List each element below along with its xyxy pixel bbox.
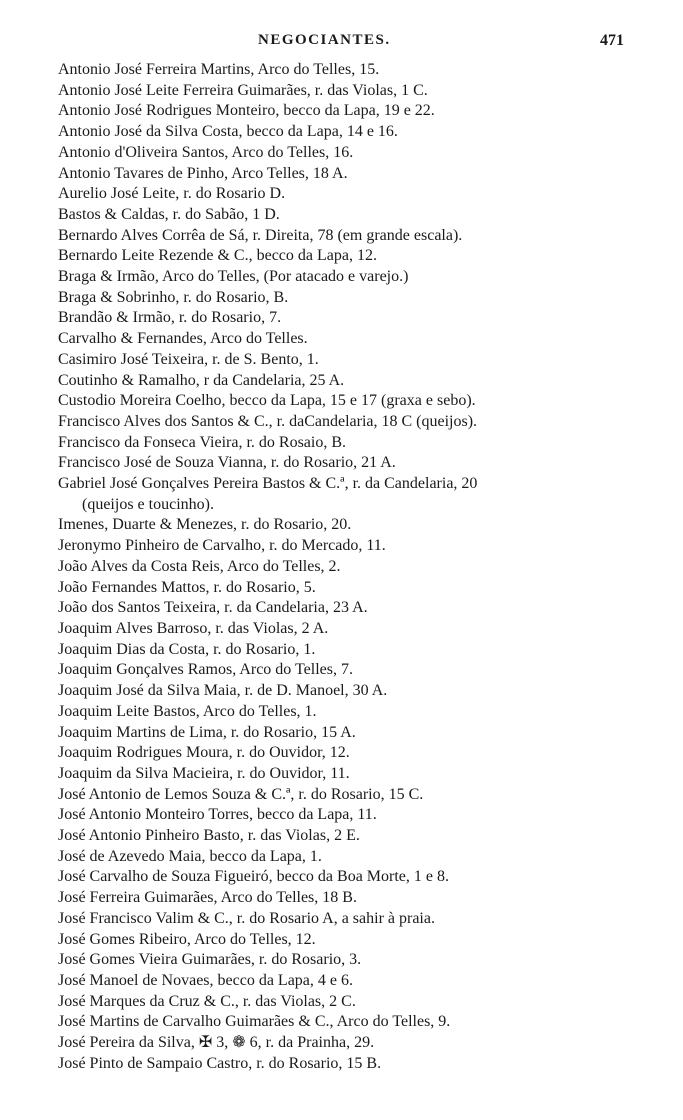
merchant-entry: Antonio José Rodrigues Monteiro, becco da Lapa, 19 e 22. [58, 102, 435, 120]
merchant-entry: Bastos & Caldas, r. do Sabão, 1 D. [58, 205, 280, 223]
merchant-entry: Brandão & Irmão, r. do Rosario, 7. [58, 309, 282, 327]
merchant-entry: Carvalho & Fernandes, Arco do Telles. [58, 330, 308, 348]
merchant-entry: Joaquim José da Silva Maia, r. de D. Manoel, 30 A. [58, 682, 388, 700]
merchant-entry: José Marques da Cruz & C., r. das Violas, 2 C. [58, 992, 356, 1010]
merchant-entry: Francisco da Fonseca Vieira, r. do Rosaio, B. [58, 433, 347, 451]
merchant-entry: Joaquim Rodrigues Moura, r. do Ouvidor, 12. [58, 744, 350, 762]
merchant-entry: João Alves da Costa Reis, Arco do Telles, 2. [58, 557, 341, 575]
merchant-entry: Francisco José de Souza Vianna, r. do Rosario, 21 A. [58, 454, 396, 472]
merchant-entry: Braga & Sobrinho, r. do Rosario, B. [58, 288, 289, 306]
page-header [0, 32, 683, 56]
merchant-entry: Francisco Alves dos Santos & C., r. daCandelaria, 18 C (queijos). [58, 412, 478, 430]
merchant-entry: Imenes, Duarte & Menezes, r. do Rosario, 20. [58, 516, 352, 534]
merchant-entry: Antonio d'Oliveira Santos, Arco do Telles, 16. [58, 143, 354, 161]
merchant-entry: José Martins de Carvalho Guimarães & C., Arco do Telles, 9. [58, 1013, 451, 1031]
merchant-entry: Coutinho & Ramalho, r da Candelaria, 25 A. [58, 371, 345, 389]
merchant-entry: Jeronymo Pinheiro de Carvalho, r. do Mercado, 11. [58, 537, 386, 555]
merchant-entry: Gabriel José Gonçalves Pereira Bastos & C.ª, r. da Candelaria, 20 [58, 475, 478, 493]
merchant-entry: José de Azevedo Maia, becco da Lapa, 1. [58, 847, 322, 865]
merchant-entry: Joaquim Alves Barroso, r. das Violas, 2 A. [58, 619, 329, 637]
merchant-entry: José Pinto de Sampaio Castro, r. do Rosario, 15 B. [58, 1054, 382, 1072]
merchant-entry: José Manoel de Novaes, becco da Lapa, 4 e 6. [58, 971, 353, 989]
merchant-list [58, 60, 668, 1074]
merchant-entry: Bernardo Alves Corrêa de Sá, r. Direita, 78 (em grande escala). [58, 226, 463, 244]
merchant-entry: José Antonio Pinheiro Basto, r. das Violas, 2 E. [58, 827, 360, 845]
merchant-entry: José Antonio de Lemos Souza & C.ª, r. do Rosario, 15 C. [58, 785, 424, 803]
merchant-entry: José Ferreira Guimarães, Arco do Telles, 18 B. [58, 889, 357, 907]
merchant-entry: José Antonio Monteiro Torres, becco da Lapa, 11. [58, 806, 377, 824]
merchant-entry: Braga & Irmão, Arco do Telles, (Por atacado e varejo.) [58, 268, 409, 286]
merchant-entry: José Pereira da Silva, ✠ 3, ❁ 6, r. da Prainha, 29. [58, 1034, 375, 1052]
merchant-entry: Joaquim Dias da Costa, r. do Rosario, 1. [58, 640, 316, 658]
merchant-entry: Custodio Moreira Coelho, becco da Lapa, 15 e 17 (graxa e sebo). [58, 392, 476, 410]
merchant-entry: Antonio José Leite Ferreira Guimarães, r. das Violas, 1 C. [58, 81, 428, 99]
merchant-entry: Joaquim Martins de Lima, r. do Rosario, 15 A. [58, 723, 356, 741]
merchant-entry: José Gomes Ribeiro, Arco do Telles, 12. [58, 930, 316, 948]
merchant-entry: José Gomes Vieira Guimarães, r. do Rosario, 3. [58, 951, 362, 969]
merchant-entry: José Carvalho de Souza Figueiró, becco da Boa Morte, 1 e 8. [58, 868, 450, 886]
merchant-entry-continuation [58, 495, 668, 516]
merchant-entry: Aurelio José Leite, r. do Rosario D. [58, 185, 286, 203]
merchant-entry: José Francisco Valim & C., r. do Rosario A, a sahir à praia. [58, 909, 435, 927]
continuation-text: (queijos e toucinho). [82, 495, 214, 513]
merchant-entry: Casimiro José Teixeira, r. de S. Bento, 1. [58, 350, 319, 368]
merchant-entry: Bernardo Leite Rezende & C., becco da Lapa, 12. [58, 247, 377, 265]
merchant-entry: Antonio José Ferreira Martins, Arco do Telles, 15. [58, 61, 380, 78]
running-head: NEGOCIANTES. [258, 32, 391, 48]
merchant-entry: Antonio Tavares de Pinho, Arco Telles, 18 A. [58, 164, 348, 182]
merchant-entry: Joaquim Gonçalves Ramos, Arco do Telles, 7. [58, 661, 353, 679]
merchant-entry: Antonio José da Silva Costa, becco da Lapa, 14 e 16. [58, 123, 398, 141]
merchant-entry: Joaquim Leite Bastos, Arco do Telles, 1. [58, 702, 317, 720]
page-number: 471 [600, 32, 624, 49]
merchant-entry: Joaquim da Silva Macieira, r. do Ouvidor, 11. [58, 764, 350, 782]
merchant-entry: João dos Santos Teixeira, r. da Candelaria, 23 A. [58, 599, 368, 617]
merchant-entry: João Fernandes Mattos, r. do Rosario, 5. [58, 578, 316, 596]
